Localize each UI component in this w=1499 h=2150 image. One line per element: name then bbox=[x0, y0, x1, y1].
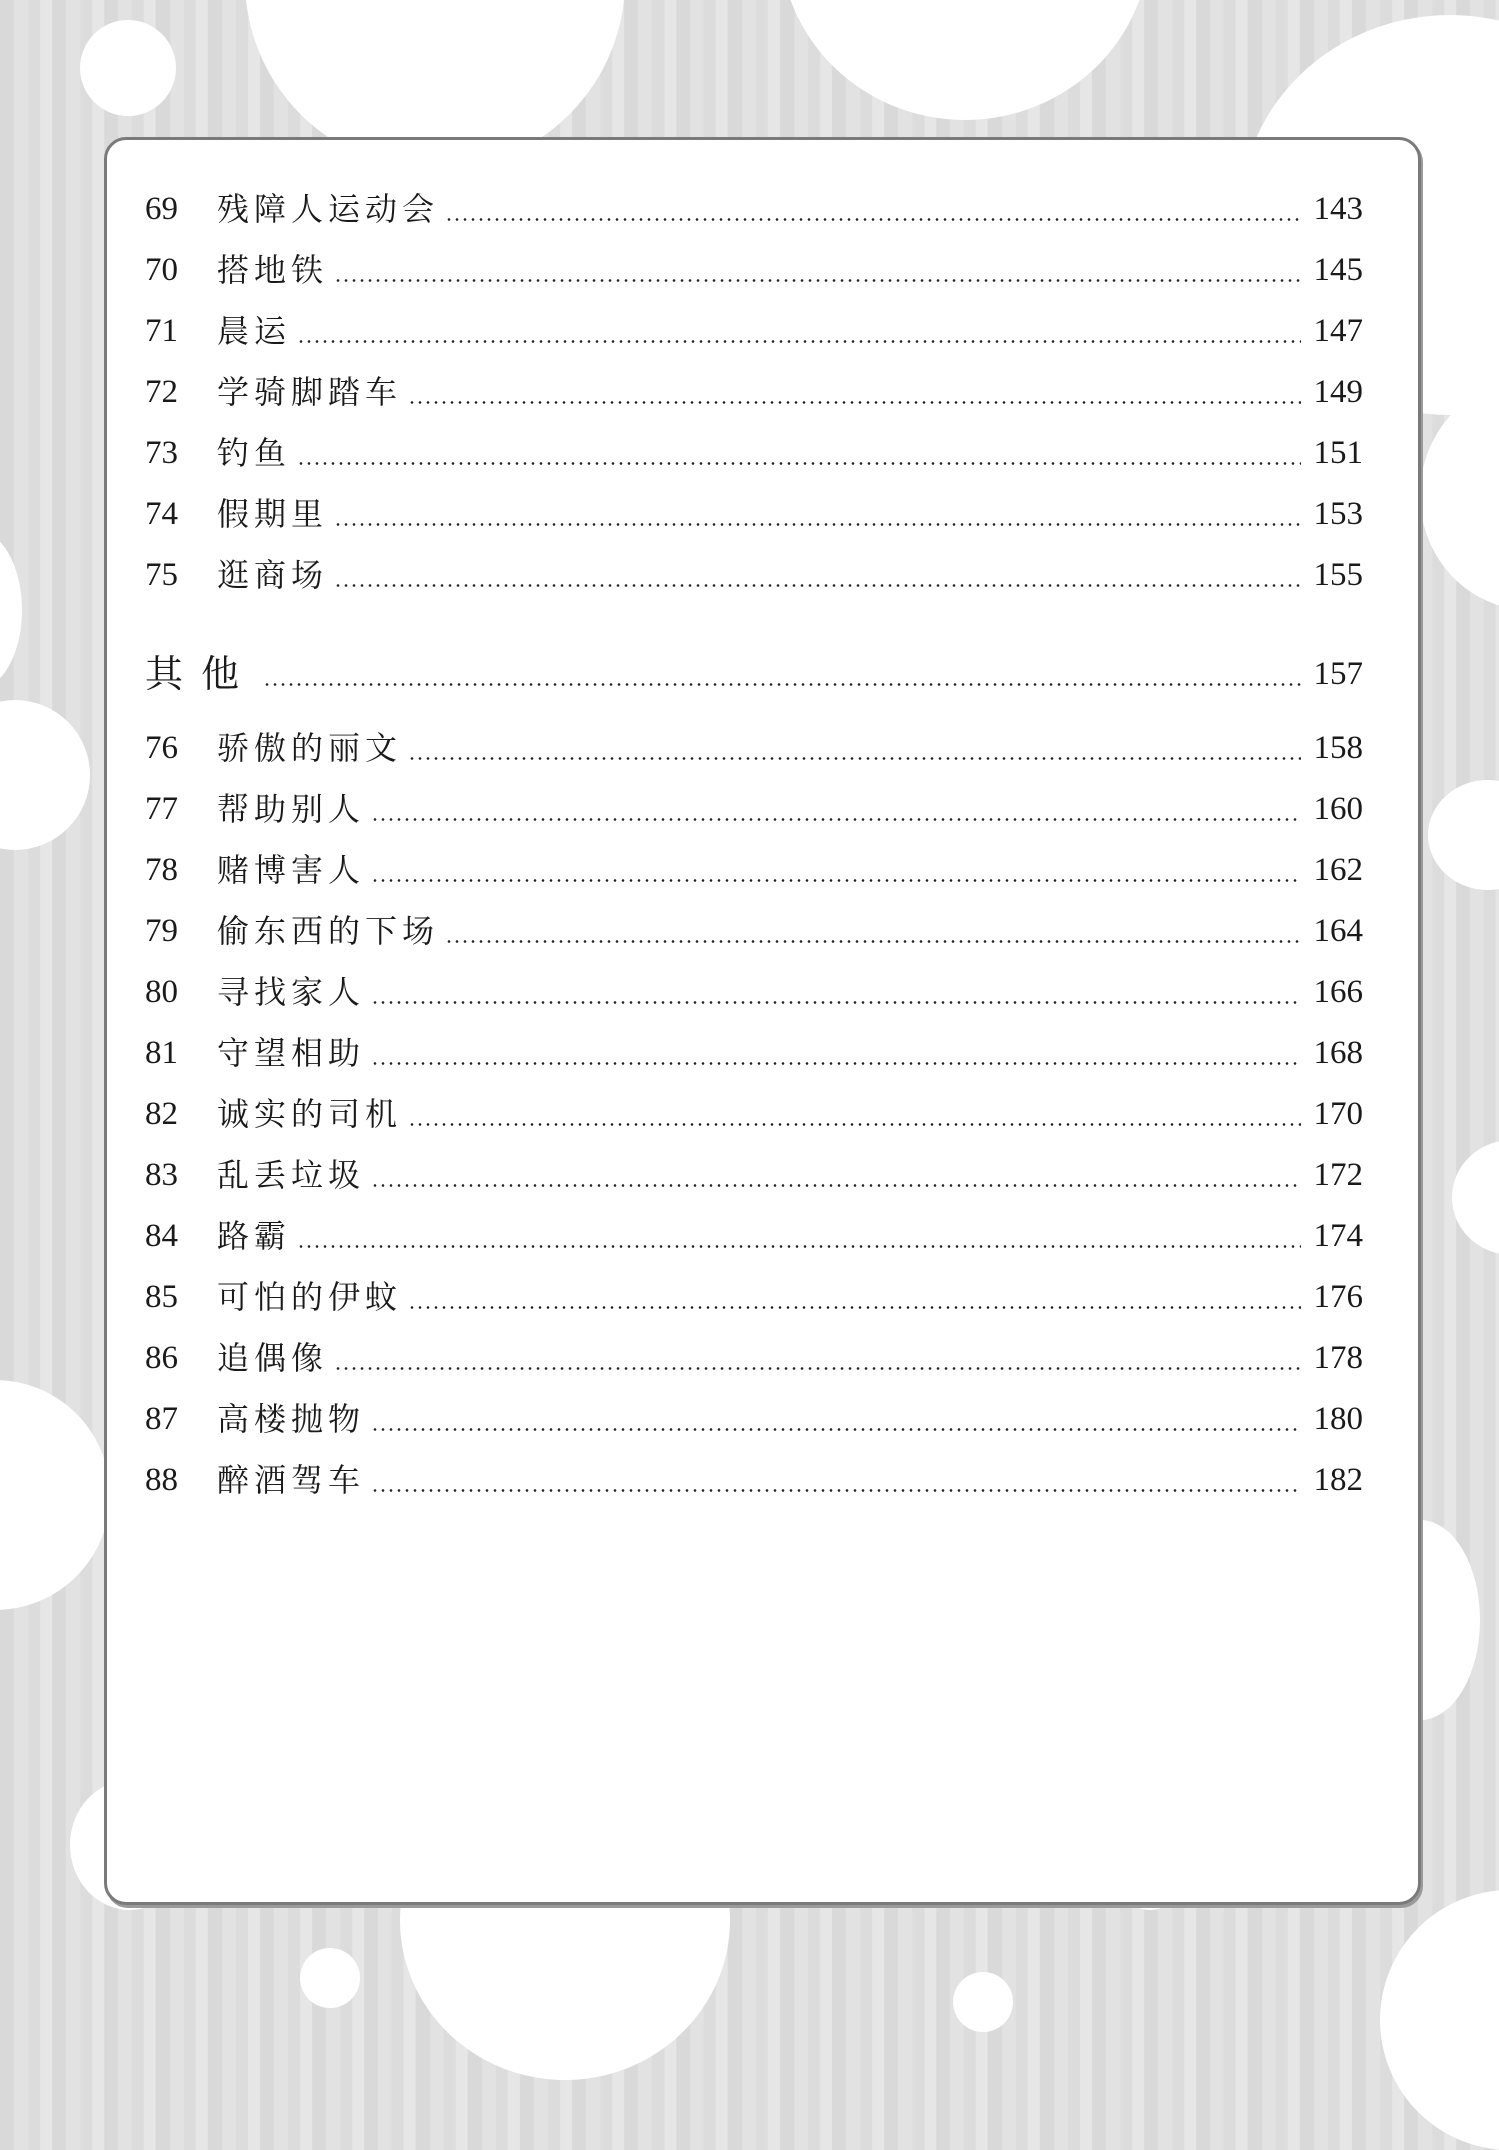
dot-leader bbox=[297, 1245, 1301, 1248]
entry-number: 80 bbox=[145, 974, 178, 1010]
entry-number: 88 bbox=[145, 1462, 178, 1498]
background-circle bbox=[0, 1380, 110, 1610]
toc-entry[interactable] bbox=[145, 724, 1363, 768]
entry-title: 钓鱼 bbox=[217, 434, 292, 472]
toc-entry[interactable] bbox=[145, 429, 1363, 473]
toc-entry[interactable] bbox=[145, 551, 1363, 595]
dot-leader bbox=[408, 401, 1301, 404]
entry-title: 骄傲的丽文 bbox=[217, 729, 403, 767]
toc-entry[interactable] bbox=[145, 185, 1363, 229]
dot-leader bbox=[408, 757, 1301, 760]
entry-title: 高楼抛物 bbox=[217, 1400, 366, 1438]
entry-number: 70 bbox=[145, 252, 178, 288]
entry-page: 166 bbox=[1313, 974, 1363, 1010]
entry-number: 76 bbox=[145, 730, 178, 766]
toc-entry[interactable] bbox=[145, 1273, 1363, 1317]
dot-leader bbox=[408, 1123, 1301, 1126]
entry-number: 75 bbox=[145, 557, 178, 593]
entry-title: 追偶像 bbox=[217, 1339, 329, 1377]
toc-entry[interactable] bbox=[145, 1395, 1363, 1439]
background-circle bbox=[80, 20, 176, 116]
entry-number: 79 bbox=[145, 913, 178, 949]
toc-entry[interactable] bbox=[145, 907, 1363, 951]
toc-entry[interactable] bbox=[145, 1456, 1363, 1500]
entry-page: 178 bbox=[1313, 1340, 1363, 1376]
entry-number: 81 bbox=[145, 1035, 178, 1071]
entry-number: 87 bbox=[145, 1401, 178, 1437]
entry-title: 可怕的伊蚊 bbox=[217, 1278, 403, 1316]
dot-leader bbox=[263, 683, 1301, 686]
entry-title: 逛商场 bbox=[217, 556, 329, 594]
entry-page: 153 bbox=[1313, 496, 1363, 532]
toc-entry[interactable] bbox=[145, 1151, 1363, 1195]
entry-title: 假期里 bbox=[217, 495, 329, 533]
entry-title: 乱丢垃圾 bbox=[217, 1156, 366, 1194]
entry-number: 82 bbox=[145, 1096, 178, 1132]
entry-number: 83 bbox=[145, 1157, 178, 1193]
entry-page: 162 bbox=[1313, 852, 1363, 888]
entry-page: 143 bbox=[1313, 191, 1363, 227]
dot-leader bbox=[334, 523, 1301, 526]
entry-title: 诚实的司机 bbox=[217, 1095, 403, 1133]
entry-page: 147 bbox=[1313, 313, 1363, 349]
entry-title: 残障人运动会 bbox=[217, 190, 440, 228]
entry-number: 71 bbox=[145, 313, 178, 349]
entry-page: 176 bbox=[1313, 1279, 1363, 1315]
background-circle bbox=[1428, 780, 1499, 890]
toc-entry[interactable] bbox=[145, 1212, 1363, 1256]
section-title: 其他 bbox=[145, 652, 258, 696]
dot-leader bbox=[334, 1367, 1301, 1370]
entry-title: 学骑脚踏车 bbox=[217, 373, 403, 411]
entry-page: 170 bbox=[1313, 1096, 1363, 1132]
dot-leader bbox=[371, 879, 1301, 882]
background-circle bbox=[0, 530, 22, 690]
dot-leader bbox=[445, 218, 1301, 221]
background-circle bbox=[780, 0, 1150, 120]
entry-page: 174 bbox=[1313, 1218, 1363, 1254]
dot-leader bbox=[371, 1184, 1301, 1187]
background-circle bbox=[1420, 380, 1499, 610]
section-page: 157 bbox=[1313, 656, 1363, 692]
entry-page: 168 bbox=[1313, 1035, 1363, 1071]
entry-number: 86 bbox=[145, 1340, 178, 1376]
dot-leader bbox=[334, 279, 1301, 282]
dot-leader bbox=[371, 818, 1301, 821]
toc-entry[interactable] bbox=[145, 785, 1363, 829]
dot-leader bbox=[371, 1001, 1301, 1004]
entry-page: 151 bbox=[1313, 435, 1363, 471]
entry-title: 寻找家人 bbox=[217, 973, 366, 1011]
entry-title: 醉酒驾车 bbox=[217, 1461, 366, 1499]
background-circle bbox=[0, 700, 90, 850]
entry-page: 172 bbox=[1313, 1157, 1363, 1193]
entry-page: 145 bbox=[1313, 252, 1363, 288]
entry-title: 路霸 bbox=[217, 1217, 292, 1255]
dot-leader bbox=[445, 940, 1301, 943]
background-circle bbox=[300, 1948, 360, 2008]
background-circle bbox=[1380, 1890, 1499, 2150]
entry-page: 149 bbox=[1313, 374, 1363, 410]
entry-page: 182 bbox=[1313, 1462, 1363, 1498]
toc-section-heading[interactable] bbox=[145, 650, 1363, 694]
entry-title: 帮助别人 bbox=[217, 790, 366, 828]
toc-entry[interactable] bbox=[145, 368, 1363, 412]
entry-number: 72 bbox=[145, 374, 178, 410]
entry-number: 85 bbox=[145, 1279, 178, 1315]
dot-leader bbox=[408, 1306, 1301, 1309]
toc-entry[interactable] bbox=[145, 307, 1363, 351]
background-circle bbox=[953, 1972, 1013, 2032]
entry-title: 搭地铁 bbox=[217, 251, 329, 289]
entry-number: 73 bbox=[145, 435, 178, 471]
toc-entry[interactable] bbox=[145, 1029, 1363, 1073]
entry-page: 160 bbox=[1313, 791, 1363, 827]
entry-number: 84 bbox=[145, 1218, 178, 1254]
entry-title: 晨运 bbox=[217, 312, 292, 350]
entry-title: 偷东西的下场 bbox=[217, 912, 440, 950]
toc-entry[interactable] bbox=[145, 846, 1363, 890]
dot-leader bbox=[371, 1428, 1301, 1431]
dot-leader bbox=[334, 584, 1301, 587]
dot-leader bbox=[371, 1062, 1301, 1065]
background-circle bbox=[1452, 1140, 1499, 1255]
entry-page: 164 bbox=[1313, 913, 1363, 949]
entry-page: 155 bbox=[1313, 557, 1363, 593]
toc-entry[interactable] bbox=[145, 1090, 1363, 1134]
entry-number: 77 bbox=[145, 791, 178, 827]
toc-entry[interactable] bbox=[145, 490, 1363, 534]
entry-page: 158 bbox=[1313, 730, 1363, 766]
entry-title: 赌博害人 bbox=[217, 851, 366, 889]
entry-number: 74 bbox=[145, 496, 178, 532]
toc-entry[interactable] bbox=[145, 246, 1363, 290]
entry-title: 守望相助 bbox=[217, 1034, 366, 1072]
toc-entry[interactable] bbox=[145, 968, 1363, 1012]
entry-number: 78 bbox=[145, 852, 178, 888]
dot-leader bbox=[297, 340, 1301, 343]
toc-entry[interactable] bbox=[145, 1334, 1363, 1378]
dot-leader bbox=[371, 1489, 1301, 1492]
dot-leader bbox=[297, 462, 1301, 465]
entry-page: 180 bbox=[1313, 1401, 1363, 1437]
entry-number: 69 bbox=[145, 191, 178, 227]
